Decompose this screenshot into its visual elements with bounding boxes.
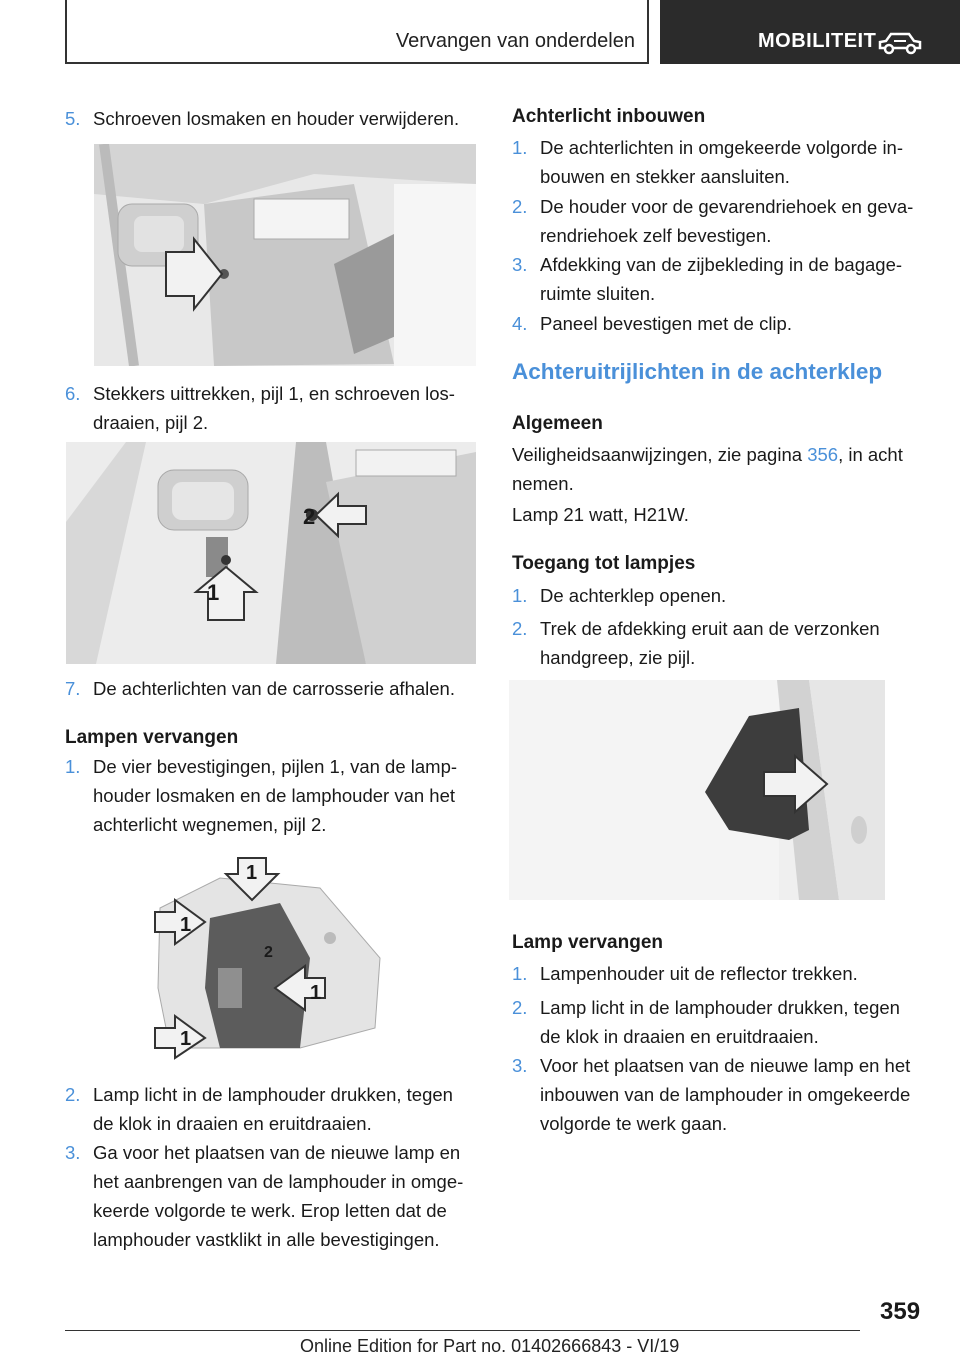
step-text-line: de klok in draaien en eruitdraaien. bbox=[540, 1026, 819, 1047]
step-number: 1. bbox=[512, 137, 528, 158]
step-number: 2. bbox=[512, 997, 528, 1018]
lampen-step-3 bbox=[65, 1138, 485, 1258]
step-number: 2. bbox=[65, 1084, 81, 1105]
algemeen-paragraph bbox=[512, 440, 952, 498]
step-text-line: volgorde te werk gaan. bbox=[540, 1113, 728, 1134]
arrow-label-1a: 1 bbox=[246, 862, 258, 884]
step-text-line: De houder voor de gevarendriehoek en geva- bbox=[540, 196, 914, 217]
lamp-step-2 bbox=[512, 993, 952, 1053]
figure-screw-holder bbox=[94, 144, 476, 366]
inbouwen-step-3 bbox=[512, 250, 952, 310]
heading-achterlicht-inbouwen: Achterlicht inbouwen bbox=[512, 106, 706, 127]
step-text-line: Lamp licht in de lamphouder drukken, tegen bbox=[93, 1084, 453, 1105]
step-text-line: achterlicht wegnemen, pijl 2. bbox=[93, 814, 327, 835]
step-number: 6. bbox=[65, 383, 81, 404]
lamp-step-3 bbox=[512, 1051, 952, 1141]
car-icon bbox=[876, 30, 924, 56]
algemeen-text-pre: Veiligheidsaanwijzingen, zie pagina bbox=[512, 444, 808, 465]
step-text: Schroeven losmaken en houder verwijderen. bbox=[93, 108, 460, 129]
lamp-spec: Lamp 21 watt, H21W. bbox=[512, 504, 689, 525]
step-text-line: rendriehoek zelf bevestigen. bbox=[540, 225, 772, 246]
step-text-line: draaien, pijl 2. bbox=[93, 412, 209, 433]
step-text-line: De vier bevestigingen, pijlen 1, van de lamp- bbox=[93, 756, 458, 777]
step-text-line: Voor het plaatsen van de nieuwe lamp en het bbox=[540, 1055, 911, 1076]
section-title-achteruitrijlichten: Achteruitrijlichten in de achterklep bbox=[512, 359, 883, 384]
step-text-line: Lamp licht in de lamphouder drukken, tegen bbox=[540, 997, 900, 1018]
arrow-label-1b: 1 bbox=[180, 914, 192, 936]
page-link[interactable]: 356 bbox=[807, 444, 839, 465]
inbouwen-step-4 bbox=[512, 309, 952, 339]
step-text-line: ruimte sluiten. bbox=[540, 283, 656, 304]
inbouwen-step-1 bbox=[512, 133, 952, 193]
heading-toegang: Toegang tot lampjes bbox=[512, 553, 696, 574]
section-title: Vervangen van onderdelen bbox=[395, 30, 635, 52]
step-text-line: Trek de afdekking eruit aan de verzonken bbox=[540, 618, 880, 639]
figure-plugs-screws bbox=[66, 442, 476, 664]
step-6 bbox=[65, 379, 485, 439]
heading-algemeen: Algemeen bbox=[512, 413, 603, 434]
arrow-label-2: 2 bbox=[303, 504, 316, 529]
step-text-line: keerde volgorde te werk. Erop letten dat de bbox=[93, 1200, 447, 1221]
step-number: 4. bbox=[512, 313, 528, 334]
step-text-line: het aanbrengen van de lamphouder in omge- bbox=[93, 1171, 464, 1192]
heading-lamp-vervangen: Lamp vervangen bbox=[512, 932, 663, 953]
step-text-line: lamphouder vastklikt in alle bevestigingen. bbox=[93, 1229, 440, 1250]
toegang-step-2 bbox=[512, 614, 952, 674]
step-number: 1. bbox=[512, 585, 528, 606]
step-text-line: De achterklep openen. bbox=[540, 585, 727, 606]
step-number: 1. bbox=[65, 756, 81, 777]
step-5 bbox=[65, 104, 485, 134]
chapter-title: MOBILITEIT bbox=[758, 30, 877, 52]
step-number: 3. bbox=[512, 1055, 528, 1076]
section-header bbox=[65, 0, 649, 64]
step-number: 3. bbox=[512, 254, 528, 275]
step-text: De achterlichten van de carrosserie afhalen. bbox=[93, 678, 455, 699]
lampen-step-2 bbox=[65, 1080, 485, 1140]
step-text-line: Ga voor het plaatsen van de nieuwe lamp en bbox=[93, 1142, 461, 1163]
figure-tailgate-cover bbox=[509, 680, 885, 900]
step-text-line: bouwen en stekker aansluiten. bbox=[540, 166, 790, 187]
toegang-step-1 bbox=[512, 581, 952, 611]
step-text-line: houder losmaken en de lamphouder van het bbox=[93, 785, 456, 806]
step-number: 3. bbox=[65, 1142, 81, 1163]
step-text-line: inbouwen van de lamphouder in omgekeerde bbox=[540, 1084, 911, 1105]
arrow-label-1c: 1 bbox=[310, 982, 322, 1004]
step-text-line: handgreep, zie pijl. bbox=[540, 647, 696, 668]
lampen-step-1 bbox=[65, 752, 485, 842]
arrow-label-1d: 1 bbox=[180, 1028, 192, 1050]
footer-edition: Online Edition for Part no. 01402666843 - VI/19 bbox=[300, 1336, 680, 1356]
page-number: 359 bbox=[880, 1298, 921, 1325]
step-text-line: Stekkers uittrekken, pijl 1, en schroeven los- bbox=[93, 383, 455, 404]
arrow-label-1: 1 bbox=[207, 580, 220, 605]
step-text-line: Afdekking van de zijbekleding in de bagage- bbox=[540, 254, 903, 275]
inbouwen-step-2 bbox=[512, 192, 952, 252]
step-text-line: Paneel bevestigen met de clip. bbox=[540, 313, 792, 334]
algemeen-text-post: , in acht bbox=[838, 444, 903, 465]
step-number: 2. bbox=[512, 196, 528, 217]
footer-divider bbox=[65, 1330, 860, 1331]
heading-lampen-vervangen: Lampen vervangen bbox=[65, 727, 239, 748]
step-text-line: Lampenhouder uit de reflector trekken. bbox=[540, 963, 858, 984]
step-number: 7. bbox=[65, 678, 81, 699]
step-7 bbox=[65, 674, 485, 704]
algemeen-text-line2: nemen. bbox=[512, 473, 574, 494]
step-number: 5. bbox=[65, 108, 81, 129]
figure-lampholder bbox=[150, 848, 390, 1060]
lamp-step-1 bbox=[512, 959, 952, 989]
step-number: 2. bbox=[512, 618, 528, 639]
step-text-line: De achterlichten in omgekeerde volgorde in- bbox=[540, 137, 904, 158]
step-number: 1. bbox=[512, 963, 528, 984]
arrow-label-2: 2 bbox=[264, 944, 273, 961]
step-text-line: de klok in draaien en eruitdraaien. bbox=[93, 1113, 372, 1134]
